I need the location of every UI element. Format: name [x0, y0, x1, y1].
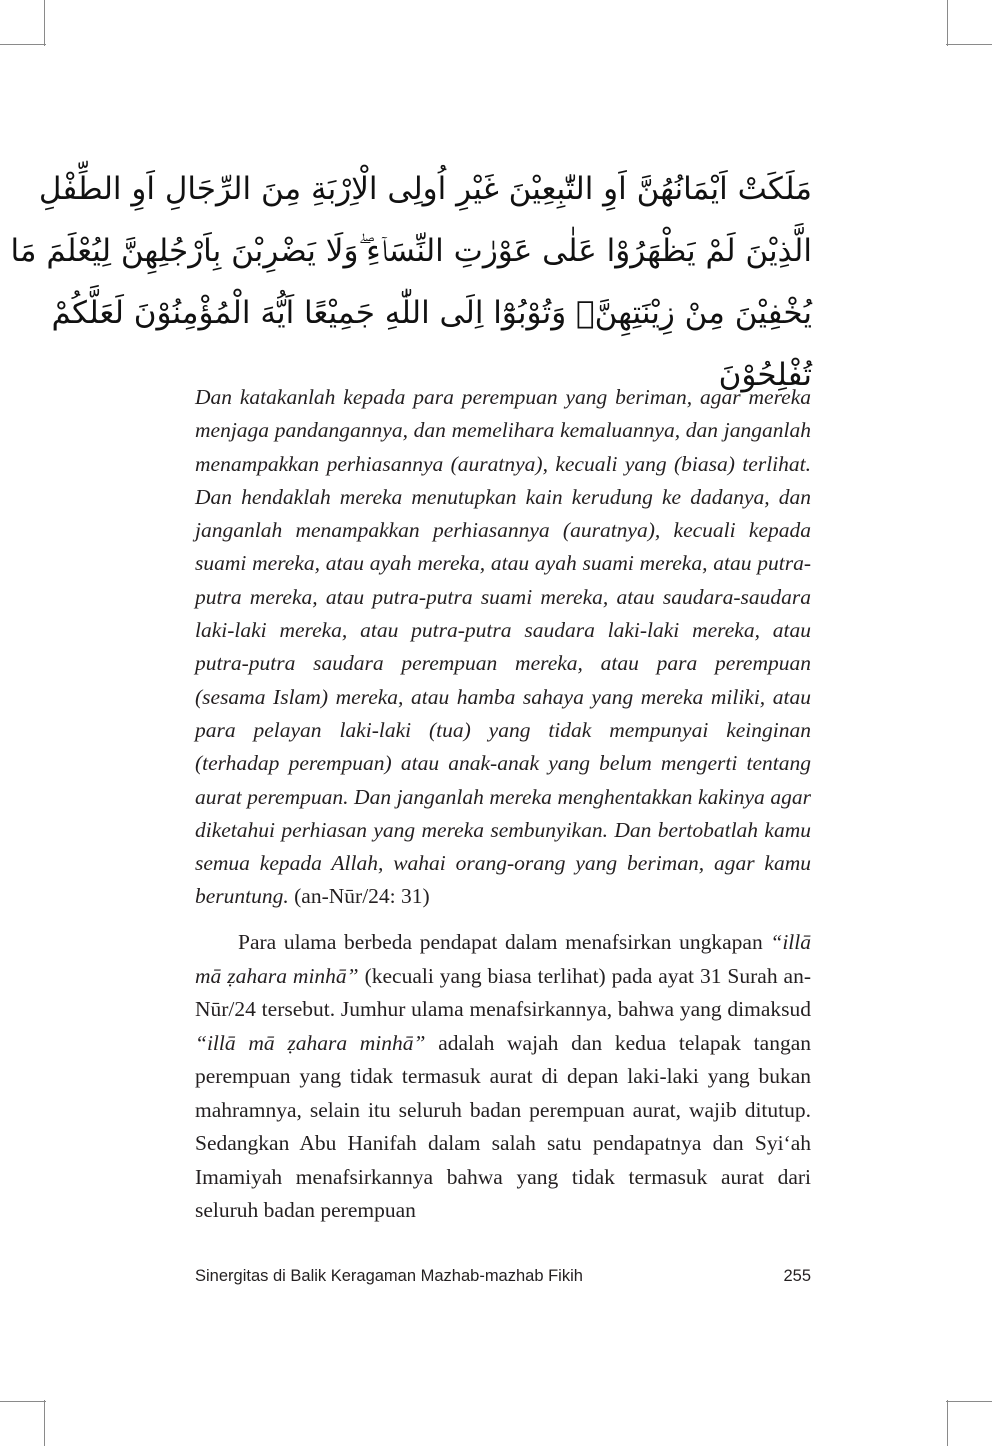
arabic-phrase-quote: “illā mā ẓahara minhā”: [195, 1030, 426, 1055]
crop-mark-bottom-left-horizontal: [0, 1401, 46, 1402]
paragraph-text: (kecuali yang biasa terlihat) pada ayat 31 Surah an-Nūr/24 tersebut. Jumhur ulama menafsirkannya, bahwa yang dimaksud: [195, 963, 812, 1021]
crop-mark-bottom-right-horizontal: [946, 1401, 992, 1402]
arabic-line: الَّذِيْنَ لَمْ يَظْهَرُوْا عَلٰى عَوْرٰتِ النِّسَاۤءِ ۖوَلَا يَضْرِبْنَ بِاَرْجُلِهِنَّ لِيُعْلَمَ مَا: [10, 233, 812, 269]
crop-mark-top-left-horizontal: [0, 44, 46, 45]
paragraph-text: Para ulama berbeda pendapat dalam menafsirkan ungkapan: [238, 930, 771, 954]
arabic-line: يُخْفِيْنَ مِنْ زِيْنَتِهِنَّۗ وَتُوْبُوْٓا اِلَى اللّٰهِ جَمِيْعًا اَيُّهَ الْمُؤْمِنُوْنَ لَعَلَّكُمْ: [51, 295, 812, 331]
verse-citation: (an-Nūr/24: 31): [294, 884, 430, 909]
arabic-line: تُفْلِحُوْنَ: [718, 357, 812, 393]
paragraph-text: adalah wajah dan kedua telapak tangan perempuan yang tidak termasuk aurat di depan laki-laki yang bukan mahramnya, selain itu seluruh badan perempuan aurat, wajib ditutup. Sedangkan Abu Hanifah dalam salah satu pendapatnya dan Syi‘ah Imamiyah menafsirkannya bahwa yang tidak termasuk aurat dari seluruh badan perempuan: [195, 1030, 811, 1222]
translation-text: Dan katakanlah kepada para perempuan yang beriman, agar mereka menjaga pandangannya, dan memelihara kemaluannya, dan janganlah menampakkan perhiasannya (auratnya), kecuali yang (biasa) terlihat. Dan hendaklah mereka menutupkan kain kerudung ke dadanya, dan janganlah menampakkan perhiasannya (auratnya), kecuali kepada suami mereka, atau ayah mereka, atau ayah suami mereka, atau putra-putra mereka, atau putra-putra suami mereka, atau saudara-saudara laki-laki mereka, atau putra-putra saudara laki-laki mereka, atau putra-putra saudara perempuan mereka, atau para perempuan (sesama Islam) mereka, atau hamba sahaya yang mereka miliki, atau para pelayan laki-laki (tua) yang tidak mempunyai keinginan (terhadap perempuan) atau anak-anak yang belum mengerti tentang aurat perempuan. Dan janganlah mereka menghentakkan kakinya agar diketahui perhiasan yang mereka sembunyikan. Dan bertobatlah kamu semua kepada Allah, wahai orang-orang yang beriman, agar kamu beruntung.: [195, 385, 811, 909]
crop-mark-top-left-vertical: [44, 0, 45, 46]
page-number: 255: [783, 1267, 811, 1285]
arabic-line: مَلَكَتْ اَيْمَانُهُنَّ اَوِ التّٰبِعِيْنَ غَيْرِ اُولِى الْاِرْبَةِ مِنَ الرِّجَالِ اَوِ الطِّفْلِ: [38, 171, 812, 207]
crop-mark-top-right-vertical: [947, 0, 948, 46]
crop-mark-bottom-left-vertical: [44, 1400, 45, 1446]
running-footer-title: Sinergitas di Balik Keragaman Mazhab-mazhab Fikih: [195, 1267, 583, 1285]
arabic-phrase-quote: “illā mā ẓahara minhā”: [195, 930, 811, 988]
arabic-verse: [10, 158, 812, 406]
body-paragraph: [195, 926, 811, 1228]
crop-mark-bottom-right-vertical: [947, 1400, 948, 1446]
crop-mark-top-right-horizontal: [946, 44, 992, 45]
verse-translation: [195, 381, 811, 914]
